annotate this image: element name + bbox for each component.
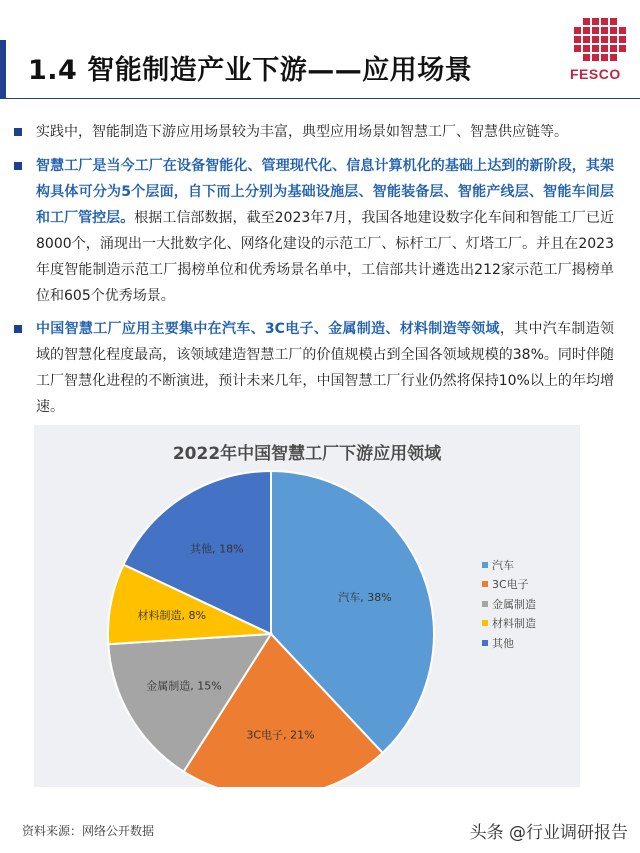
legend-swatch (482, 640, 488, 646)
pie-chart-panel (34, 425, 580, 787)
watermark: 头条 @行业调研报告 (469, 823, 628, 843)
paragraph-text: 实践中，智能制造下游应用场景较为丰富，典型应用场景如智慧工厂、智慧供应链等。 (36, 124, 568, 140)
title-divider (0, 98, 640, 99)
page-title: 1.4 智能制造产业下游——应用场景 (28, 55, 473, 86)
chart-legend (482, 555, 536, 653)
logo-grid-icon (574, 18, 626, 61)
legend-item (482, 555, 536, 575)
logo-text: FESCO (570, 66, 621, 82)
legend-swatch (482, 620, 488, 626)
legend-item (482, 594, 536, 614)
legend-label: 其他 (492, 636, 514, 650)
fesco-logo (570, 18, 626, 82)
title-accent-bar (0, 40, 6, 98)
legend-label: 3C电子 (492, 578, 529, 592)
legend-swatch (482, 601, 488, 607)
paragraph-text: ，其中汽车制造领域的智慧化程度最高，该领域建造智慧工厂的价值规模占到全国各领域规模的38%。同时伴随工厂智慧化进程的不断演进，预计未来几年，中国智慧工厂行业仍然将保持10%以上的年均增速。 (36, 321, 615, 415)
legend-label: 金属制造 (492, 597, 536, 611)
legend-swatch (482, 562, 488, 568)
paragraph-highlight: 智慧工厂是当今工厂在设备智能化、管理现代化、信息计算机化的基础上达到的新阶段，其架构具体可分为5个层面，自下而上分别为基础设施层、智能装备层、智能产线层、智能车间层和工厂管控层。 (36, 158, 614, 226)
pie-data-label: 金属制造, 15% (146, 679, 222, 693)
paragraph-text: 根据工信部数据，截至2023年7月，我国各地建设数字化车间和智能工厂已近8000个，涌现出一大批数字化、网络化建设的示范工厂、标杆工厂、灯塔工厂。并且在2023年度智能制造示范工厂揭榜单位和优秀场景名单中，工信部共计遴选出212家示范工厂揭榜单位和605个优秀场景。 (36, 210, 614, 304)
paragraph-1 (14, 119, 614, 145)
pie-data-label: 3C电子, 21% (246, 728, 315, 742)
pie-data-label: 其他, 18% (190, 542, 244, 556)
legend-item (482, 614, 536, 634)
paragraph-3 (14, 316, 614, 420)
legend-item (482, 575, 536, 595)
chart-title: 2022年中国智慧工厂下游应用领域 (172, 444, 442, 464)
square-bullet-icon (14, 325, 22, 333)
paragraph-highlight: 中国智慧工厂应用主要集中在汽车、3C电子、金属制造、材料制造等领域 (36, 321, 500, 337)
legend-label: 材料制造 (492, 617, 536, 631)
legend-item (482, 633, 536, 653)
legend-label: 汽车 (492, 558, 514, 572)
pie-data-label: 材料制造, 8% (137, 609, 206, 623)
square-bullet-icon (14, 162, 22, 170)
square-bullet-icon (14, 128, 22, 136)
paragraph-2 (14, 153, 614, 309)
pie-data-label: 汽车, 38% (338, 590, 392, 604)
source-note: 资料来源：网络公开数据 (22, 824, 155, 838)
legend-swatch (482, 581, 488, 587)
